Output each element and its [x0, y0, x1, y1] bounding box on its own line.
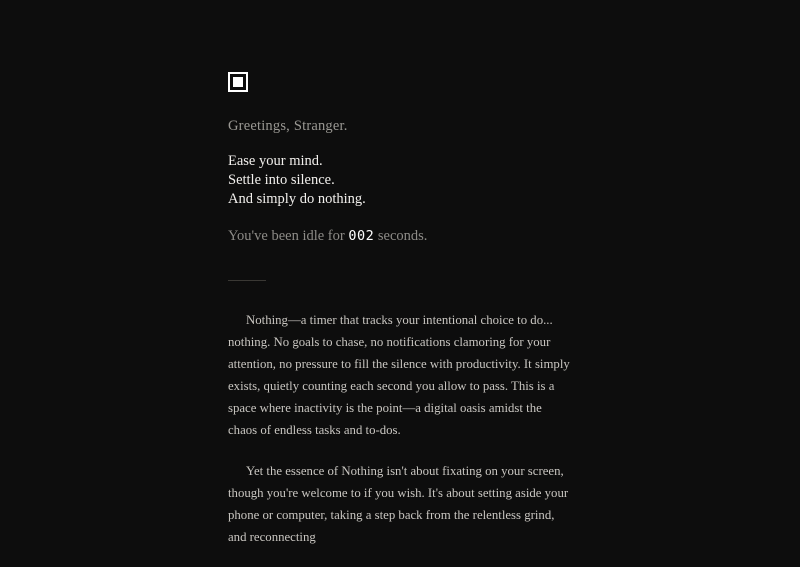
mantra-line-3: And simply do nothing. [228, 191, 366, 208]
idle-prefix-label: You've been idle for [228, 228, 345, 245]
idle-seconds-counter: 002 [348, 228, 375, 245]
mantra-line-2: Settle into silence. [228, 172, 335, 189]
mantra-line-1: Ease your mind. [228, 153, 323, 170]
essay-paragraph-2: Yet the essence of Nothing isn't about fixating on your screen, though you're welcome to if you wish. It's about setting aside your phone or computer, taking a step back from the relentless grind, and reconnecting [228, 463, 569, 544]
mantra-block [228, 152, 573, 209]
section-divider [228, 280, 266, 281]
essay-body [228, 309, 573, 548]
greeting-text: Greetings, Stranger. [228, 118, 348, 134]
content-column [228, 0, 573, 567]
idle-status [228, 228, 573, 245]
idle-suffix-label: seconds. [377, 228, 428, 245]
filled-square-icon [228, 72, 248, 92]
essay-paragraph-1: Nothing—a timer that tracks your intentional choice to do... nothing. No goals to chase, no notifications clamoring for your attention, no pressure to fill the silence with productivity. It simply exists, quietly counting each second you allow to pass. This is a space where inactivity is the point—a digital oasis amidst the chaos of endless tasks and to-dos. [228, 312, 570, 437]
